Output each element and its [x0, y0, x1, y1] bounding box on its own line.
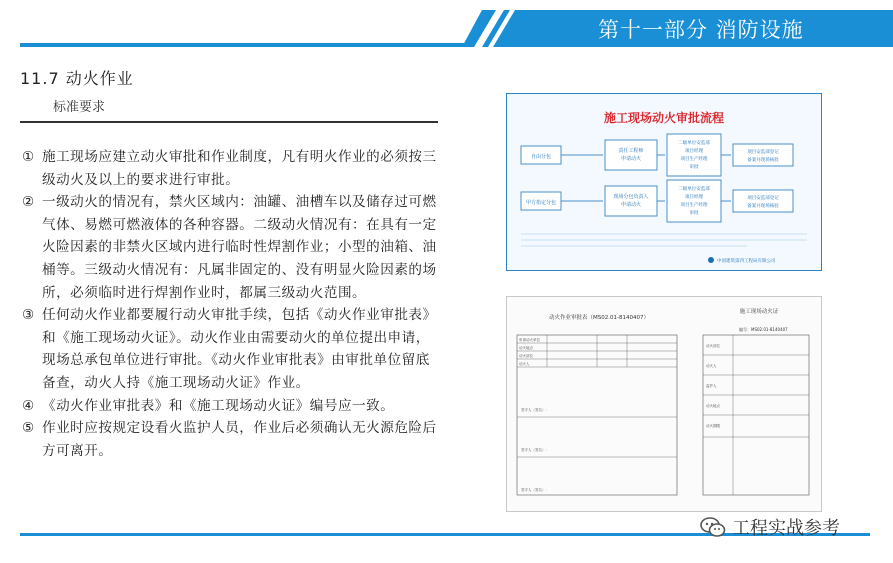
section-subheading: 标准要求 [53, 100, 106, 115]
item-number: ⑤ [22, 420, 35, 437]
company-name: 中国建筑第四工程局有限公司 [717, 259, 776, 264]
flowchart-title: 施工现场动火审批流程 [603, 111, 725, 125]
section-heading: 11.7 动火作业 [20, 69, 134, 88]
header-accent-line [20, 43, 520, 47]
item-number: ② [22, 194, 35, 211]
divider [20, 121, 438, 123]
permit-title: 施工现场动火证 [739, 309, 779, 315]
item-number: ③ [22, 307, 35, 324]
flow-node: 项目经理 [685, 149, 703, 154]
flow-node: 审批 [689, 211, 699, 216]
form-signature: 签字人（签名）： [521, 488, 549, 492]
fire-approval-flowchart-image [506, 93, 822, 271]
requirements-list [22, 146, 442, 462]
form-row-label: 动火部位 [519, 354, 533, 358]
form-row-label: 动火部位 [706, 344, 720, 348]
flow-node: 申请动火 [620, 156, 642, 162]
item-number: ① [22, 149, 35, 165]
flow-node: 项目安监部登记 [747, 196, 779, 201]
flow-node: 项目经理 [685, 195, 703, 200]
item-number: ④ [22, 397, 35, 414]
flow-node: 备案并现场核验 [747, 158, 779, 163]
form-row-label: 申请动火单位 [519, 338, 540, 342]
list-item [22, 417, 442, 462]
form-row-label: 监护人 [706, 384, 717, 388]
form-row-label: 动火地点 [519, 346, 533, 350]
fire-permit-form-image [506, 296, 822, 512]
flow-node: 自由分包 [530, 154, 552, 160]
form-signature: 签字人（签名）： [521, 408, 549, 412]
list-item [22, 146, 442, 191]
form-row-label: 动火期限 [706, 424, 720, 428]
list-item [22, 395, 442, 418]
flow-node: 责任工程师 [618, 148, 644, 154]
flow-node: 二级单位安监部 [678, 141, 710, 146]
flow-node: 审批 [689, 165, 699, 170]
watermark [700, 512, 840, 542]
item-text: 施工现场应建立动火审批和作业制度，凡有明火作业的必须按三级动火及以上的要求进行审批。 [42, 149, 437, 188]
page-title: 第十一部分 消防设施 [598, 18, 804, 42]
form-signature: 签字人（签名）： [521, 448, 549, 452]
permit-number: 编号：MS02.01-8140407 [739, 327, 788, 332]
item-text: 《动火作业审批表》和《施工现场动火证》编号应一致。 [42, 397, 395, 414]
flow-node: 项目生产经理 [680, 203, 708, 208]
wechat-icon [700, 516, 726, 538]
item-text: 任何动火作业都要履行动火审批手续，包括《动火作业审批表》和《施工现场动火证》。动火作业由需要动火的单位提出申请，现场总承包单位进行审批。《动火作业审批表》由审批单位留底备查，动火人持《施工现场动火证》作业。 [42, 307, 437, 391]
flow-node: 项目安监部登记 [747, 150, 779, 155]
flow-node: 备案并现场核验 [747, 204, 779, 209]
form-row-label: 动火人 [706, 364, 717, 368]
form-row-label: 动火地点 [706, 404, 720, 408]
list-item [22, 304, 442, 394]
form-title: 动火作业审批表（MS02.01-8140407） [549, 315, 649, 321]
form-row-label: 动火人 [519, 362, 530, 366]
list-item [22, 191, 442, 304]
watermark-text: 工程实战参考 [732, 518, 840, 539]
flow-node: 二级单位安监部 [678, 187, 710, 192]
item-text: 一级动火的情况有，禁火区域内：油罐、油槽车以及储存过可燃气体、易燃可燃液体的各种容器。二级动火情况有：在具有一定火险因素的非禁火区域内进行临时性焊割作业；小型的油箱、油桶等。三级动火情况有：凡属非固定的、没有明显火险因素的场所，必须临时进行焊割作业时，都属三级动火范围。 [42, 194, 437, 301]
flow-node: 现场分包负责人 [613, 194, 649, 200]
item-text: 作业时应按规定设看火监护人员，作业后必须确认无火源危险后方可离开。 [42, 420, 437, 459]
flow-node: 项目生产经理 [680, 157, 708, 162]
flow-node: 申请动火 [620, 202, 642, 208]
flow-node: 甲方指定分包 [525, 200, 557, 206]
